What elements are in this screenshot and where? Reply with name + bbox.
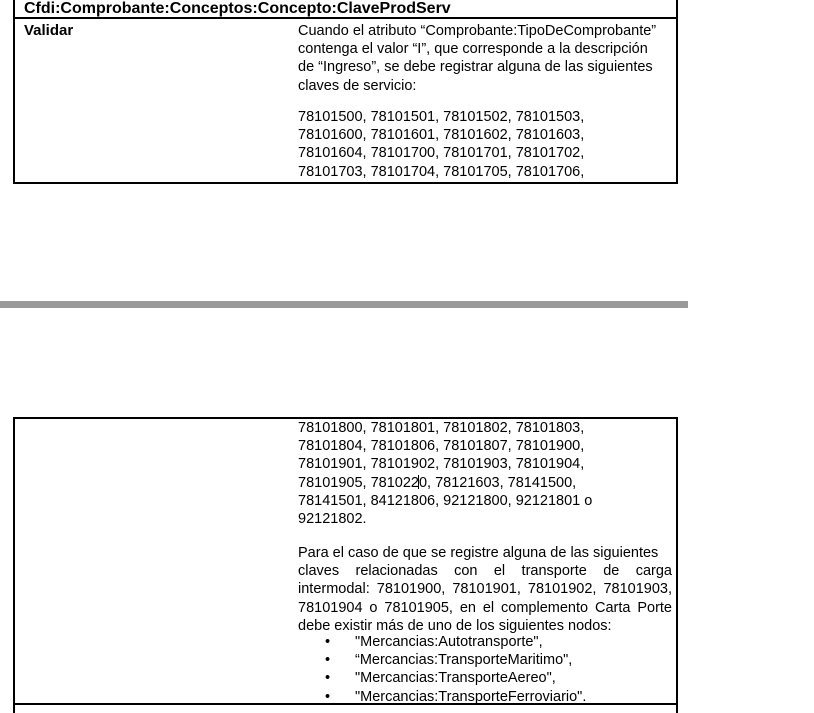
list-item [325, 651, 586, 669]
codes-line: 78141501, 84121806, 92121800, 92121801 o [298, 492, 593, 509]
bullet-icon: • [325, 670, 331, 687]
list-item-text: "Mercancias:Autotransporte", [355, 634, 543, 650]
codes-line: 78101600, 78101601, 78101602, 78101603, [298, 127, 585, 144]
paragraph-line: 78101904 o 78101905, en el complemento Carta Porte [298, 599, 672, 616]
rule-table-top [13, 0, 678, 184]
codes-text: 78101905, 781022 [298, 474, 419, 491]
page-break-separator [0, 301, 688, 308]
intermodal-paragraph [298, 544, 672, 635]
codes-text: 0, 78121603, 78141500, [418, 474, 577, 491]
paragraph-line: debe existir más de uno de los siguientes nodos: [298, 617, 612, 634]
list-item-text: "Mercancias:TransporteFerroviario". [355, 688, 587, 705]
list-item-text: "Mercancias:TransporteAereo", [355, 670, 556, 687]
bullet-icon: • [325, 634, 331, 650]
bullet-icon: • [325, 652, 331, 669]
codes-line: 78101800, 78101801, 78101802, 78101803, [298, 420, 585, 436]
list-item-text: “Mercancias:TransporteMaritimo", [355, 652, 573, 669]
bullet-icon: • [325, 688, 331, 705]
paragraph-line: Para el caso de que se registre alguna de las siguientes [298, 545, 659, 561]
validation-description [298, 22, 672, 95]
codes-line: 78101901, 78101902, 78101903, 78101904, [298, 456, 585, 473]
codes-line: 78101804, 78101806, 78101807, 78101900, [298, 438, 585, 455]
description-line: de “Ingreso”, se debe registrar alguna de las siguientes [298, 59, 653, 76]
codes-line: 78101500, 78101501, 78101502, 78101503, [298, 109, 585, 125]
rule-table-continued [13, 417, 678, 713]
node-path-heading: Cfdi:Comprobante:Conceptos:Concepto:ClaveProdServ [24, 0, 451, 17]
paragraph-line: intermodal: 78101900, 78101901, 78101902, 78101903, [298, 581, 672, 598]
codes-line [298, 474, 672, 492]
description-line: Cuando el atributo “Comprobante:TipoDeComprobante” [298, 23, 657, 39]
validate-label: Validar [24, 22, 74, 39]
service-codes-list [298, 108, 672, 181]
codes-line: 78101604, 78101700, 78101701, 78101702, [298, 145, 585, 162]
paragraph-line: claves relacionadas con el transporte de carga [298, 563, 672, 580]
description-line: claves de servicio: [298, 77, 417, 94]
service-codes-list-continued [298, 419, 672, 528]
codes-line: 92121802. [298, 511, 367, 528]
required-nodes-list [325, 633, 586, 706]
list-item [325, 669, 586, 687]
description-line: contenga el valor “I”, que corresponde a la descripción [298, 41, 648, 58]
table-header-row [15, 0, 676, 19]
list-item [325, 633, 586, 651]
table-bottom-border [15, 703, 676, 705]
codes-line: 78101703, 78101704, 78101705, 78101706, [298, 163, 585, 180]
